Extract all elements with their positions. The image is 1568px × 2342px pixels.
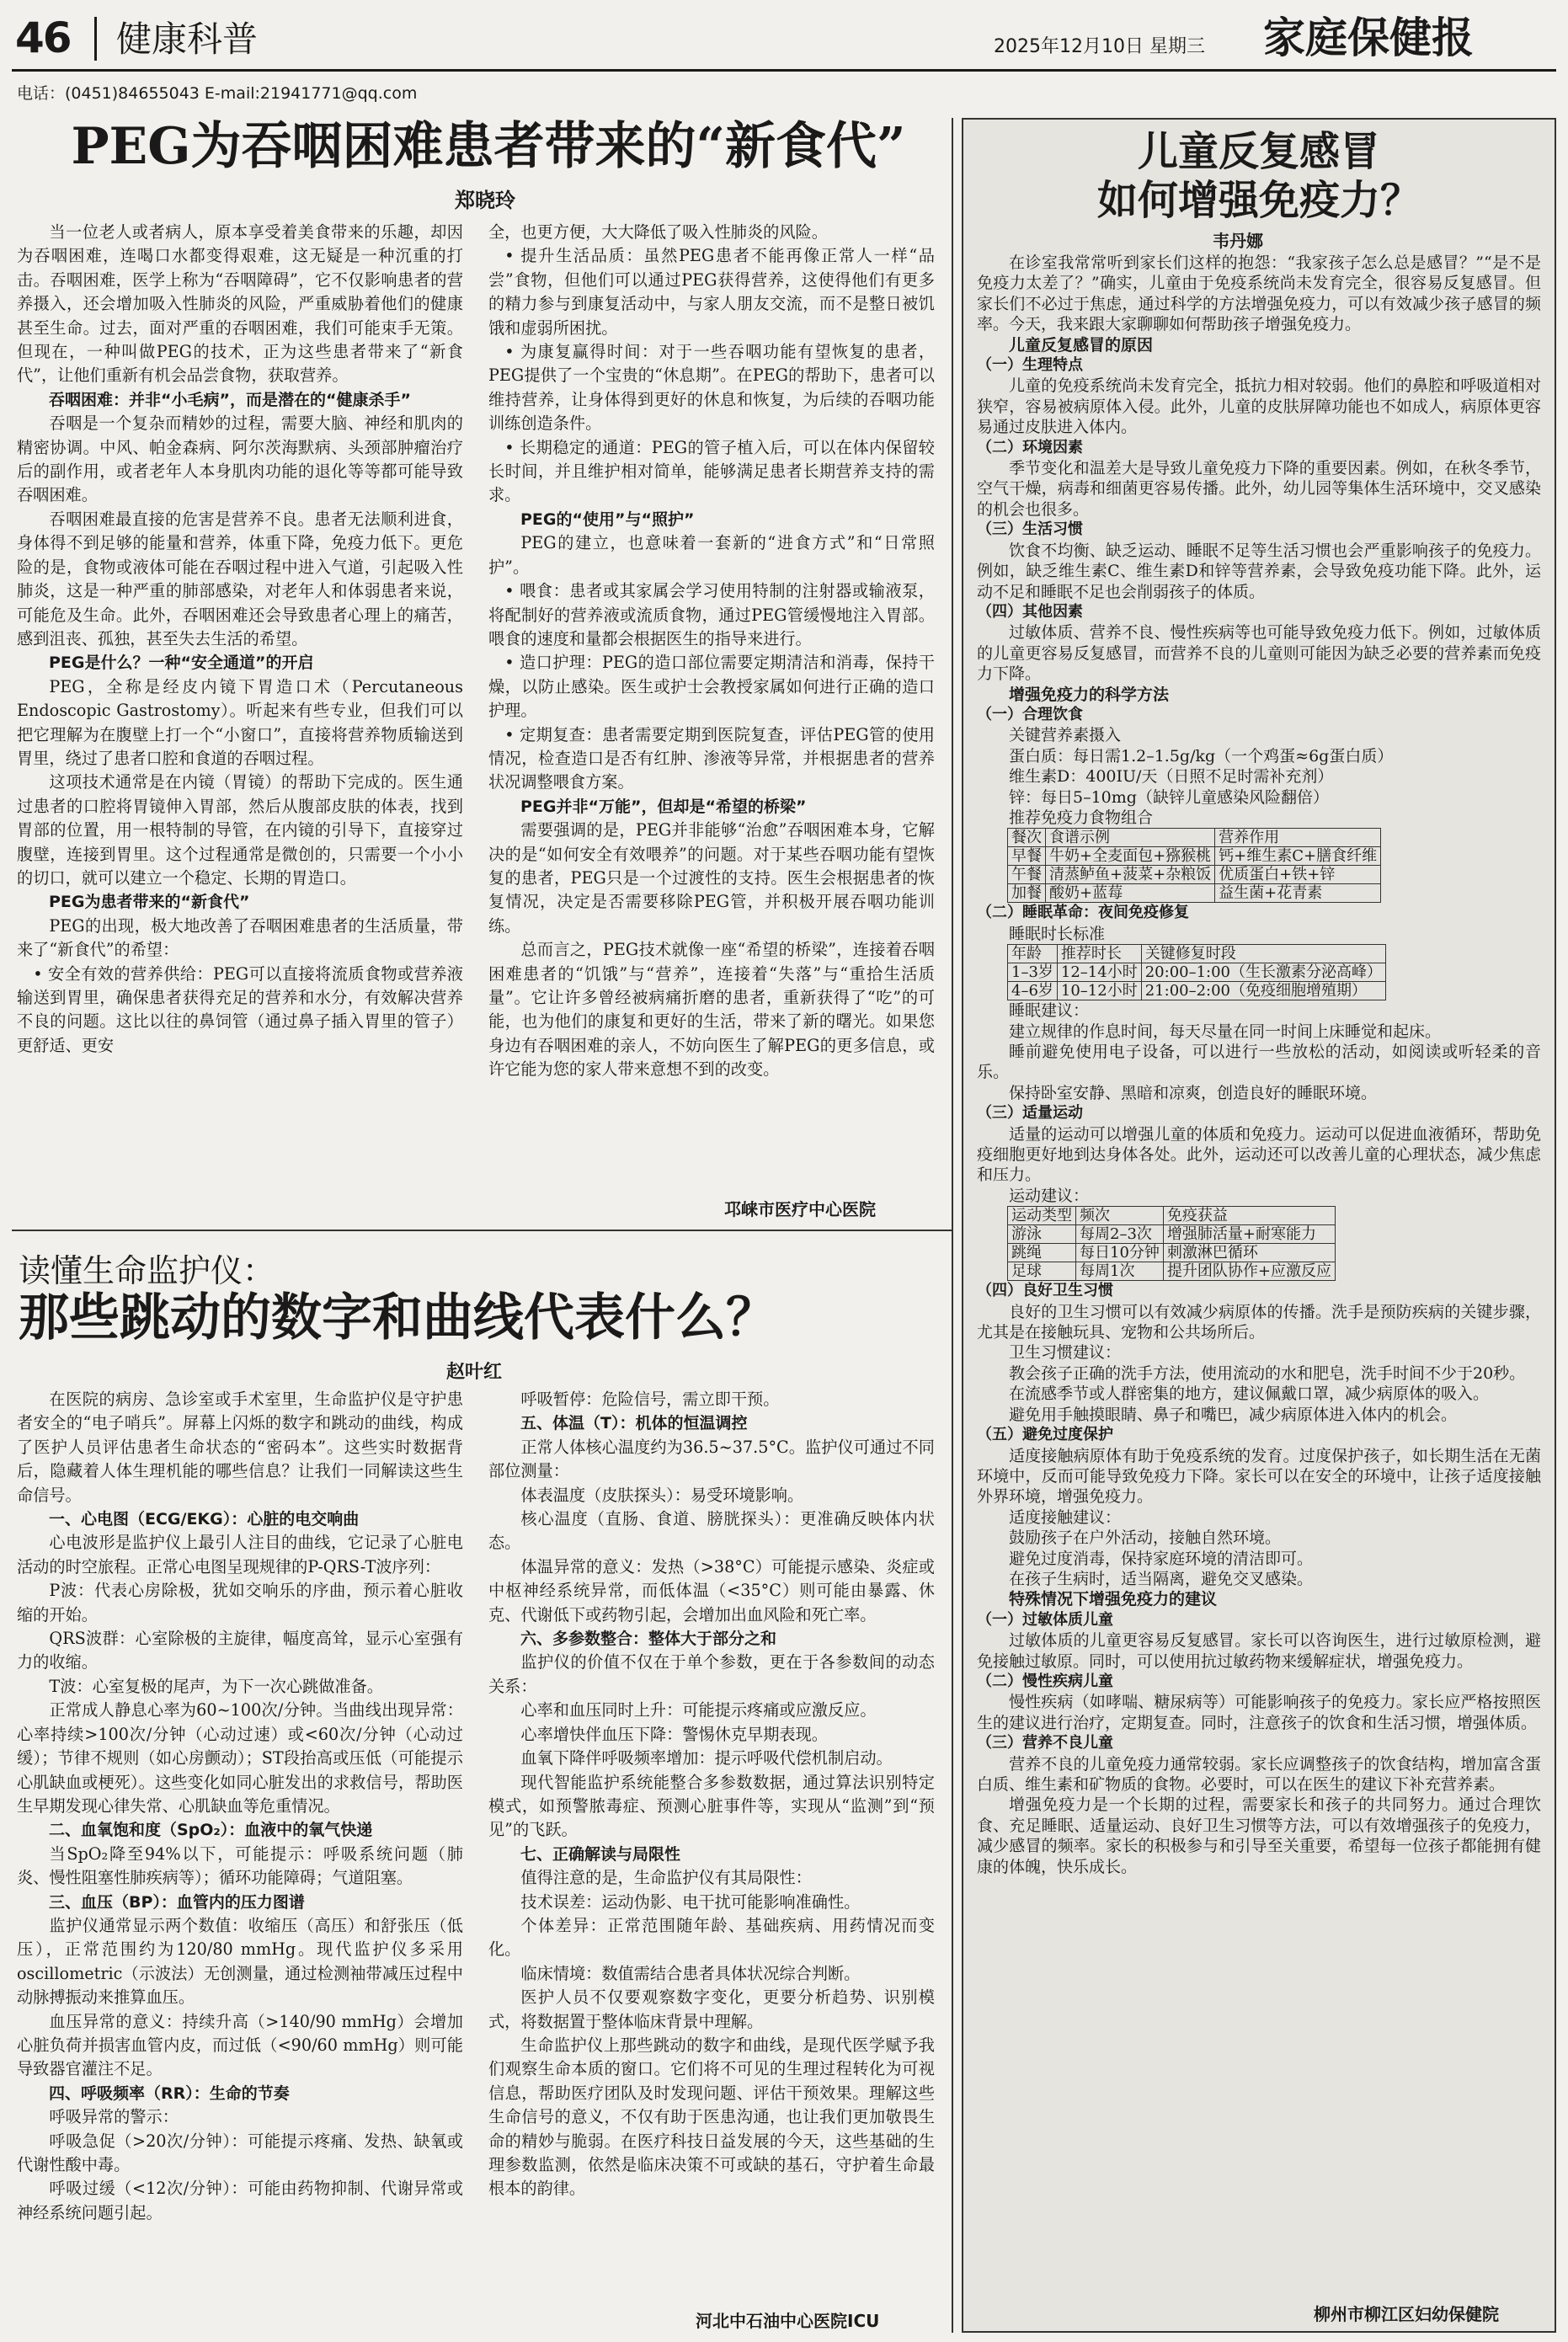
section-heading: 特殊情况下增强免疫力的建议 — [1009, 1590, 1218, 1609]
sidebar-author: 韦丹娜 — [1213, 231, 1263, 251]
bullet-list — [488, 244, 935, 507]
article2-author: 赵叶红 — [446, 1362, 503, 1383]
bullet-list — [488, 579, 935, 795]
table-cell: 增强肺活量+耐寒能力 — [1163, 1225, 1335, 1244]
subsection-heading: （四）良好卫生习惯 — [977, 1282, 1113, 1300]
paragraph: 医护人员不仅要观察数字变化，更要分析趋势、识别模式，将数据置于整体临床背景中理解。 — [488, 1987, 935, 2031]
paragraph: 在医院的病房、急诊室或手术室里，生命监护仪是守护患者安全的“电子哨兵”。屏幕上闪烁的数字和跳动的曲线，构成了医护人员评估患者生命状态的“密码本”。这些实时数据背后，隐藏着人体生理机能的哪些信息？让我们一同解读这些生命信号。 — [17, 1390, 463, 1505]
paragraph: 技术误差：运动伪影、电干扰可能影响准确性。 — [520, 1891, 861, 1912]
paragraph: P波：代表心房除极，犹如交响乐的序曲，预示着心脏收缩的开始。 — [17, 1581, 463, 1624]
paragraph: 总而言之，PEG技术就像一座“希望的桥梁”，连接着吞咽困难患者的“饥饿”与“营养”，连接着“失落”与“重拾生活质量”。它让许多曾经被病痛折磨的患者，重新获得了“吃”的可能，也为他们的康复和更好的生活，带来了新的曙光。如果您身边有吞咽困难的亲人，不妨向医生了解PEG的更多信息，或许它能为您的家人带来意想不到的改变。 — [488, 940, 935, 1080]
newspaper-name: 家庭保健报 — [1263, 13, 1474, 62]
table-cell: 每周2–3次 — [1076, 1225, 1164, 1244]
paragraph: 需要强调的是，PEG并非能够“治愈”吞咽困难本身，它解决的是“如何安全有效喂养”的问题。对于某些吞咽功能有望恢复的患者，PEG只是一个过渡性的支持。医生会根据患者的恢复情况，决定是否需要移除PEG管，并积极开展吞咽功能训练。 — [488, 820, 935, 936]
table-row — [1008, 847, 1381, 866]
subsection-heading: （三）生活习惯 — [977, 520, 1083, 539]
table-header-cell: 年龄 — [1008, 945, 1058, 963]
subheading: PEG是什么？一种“安全通道”的开启 — [49, 654, 314, 673]
article1-title: PEG为吞咽困难患者带来的“新食代” — [71, 117, 906, 176]
line: 适度接触建议： — [1009, 1507, 1122, 1527]
section-heading: 增强免疫力的科学方法 — [1009, 685, 1170, 704]
table-header-row — [1008, 1207, 1336, 1225]
paragraph: 这项技术通常是在内镜（胃镜）的帮助下完成的。医生通过患者的口腔将胃镜伸入胃部，然后从腹部皮肤的体表，找到胃部的位置，用一根特制的导管，在内镜的引导下，直接穿过腹壁，连接到胃里。这个过程通常是微创的，只需要一个小小的切口，就可以建立一个稳定、长期的胃造口。 — [17, 772, 463, 888]
line: 维生素D：400IU/天（日照不足时需补充剂） — [1009, 767, 1334, 787]
paragraph: T波：心室复极的尾声，为下一次心跳做准备。 — [49, 1676, 383, 1696]
bullet-item: • 安全有效的营养供给：PEG可以直接将流质食物或营养液输送到胃里，确保患者获得充足的营养和水分，有效解决营养不良的问题。这比以往的鼻饲管（通过鼻子插入胃里的管子）更舒适、更安 — [17, 963, 463, 1059]
paragraph: 个体差异：正常范围随年龄、基础疾病、用药情况而变化。 — [488, 1915, 935, 1960]
subsection-heading: （三）适量运动 — [977, 1104, 1083, 1123]
table-header-cell: 免疫获益 — [1163, 1207, 1335, 1225]
paragraph: 值得注意的是，生命监护仪有其局限性： — [520, 1868, 812, 1888]
section-heading: 儿童反复感冒的原因 — [1009, 335, 1154, 355]
table-cell: 每周1次 — [1076, 1262, 1164, 1281]
subheading: 六、多参数整合：整体大于部分之和 — [520, 1630, 777, 1649]
paragraph: 血压异常的意义：持续升高（>140/90 mmHg）会增加心脏负荷并损害血管内皮，而过低（<90/60 mmHg）则可能导致器官灌注不足。 — [17, 2011, 463, 2079]
line: 睡眠建议： — [1009, 1001, 1090, 1021]
table-cell: 益生菌+花青素 — [1215, 884, 1381, 903]
paragraph: 慢性疾病（如哮喘、糖尿病等）可能影响孩子的免疫力。家长应严格按照医生的建议进行治疗，定期复查。同时，注意孩子的饮食和生活习惯，增强体质。 — [977, 1693, 1541, 1732]
table-cell: 20:00–1:00（生长激素分泌高峰） — [1141, 963, 1385, 982]
article2-title: 那些跳动的数字和曲线代表什么？ — [19, 1288, 776, 1347]
paragraph: 全，也更方便，大大降低了吸入性肺炎的风险。 — [488, 222, 828, 242]
paragraph: 心率和血压同时上升：可能提示疼痛或应激反应。 — [520, 1700, 877, 1720]
paragraph: PEG的建立，也意味着一套新的“进食方式”和“日常照护”。 — [488, 533, 935, 577]
subheading: 一、心电图（ECG/EKG）：心脏的电交响曲 — [49, 1510, 360, 1529]
paragraph: 血氧下降伴呼吸频率增加：提示呼吸代偿机制启动。 — [520, 1748, 893, 1769]
subheading: 四、呼吸频率（RR）：生命的节奏 — [49, 2083, 290, 2103]
sleep-table — [1007, 944, 1386, 1000]
contact-info: 电话：(0451)84655043 E-mail:21941771@qq.com — [17, 84, 418, 103]
paragraph: 保持卧室安静、黑暗和凉爽，创造良好的睡眠环境。 — [1009, 1083, 1378, 1102]
paragraph: 呼吸过缓（<12次/分钟）：可能由药物抑制、代谢异常或神经系统问题引起。 — [17, 2179, 463, 2222]
sport-table — [1007, 1206, 1336, 1281]
subheading: 三、血压（BP）：血管内的压力图谱 — [49, 1892, 305, 1912]
table-cell: 12–14小时 — [1057, 963, 1141, 982]
article2-kicker: 读懂生命监护仪： — [19, 1252, 275, 1289]
page-number: 46 — [15, 13, 71, 62]
paragraph: 避免过度消毒，保持家庭环境的清洁即可。 — [1009, 1549, 1314, 1568]
table-cell: 酸奶+蓝莓 — [1046, 884, 1215, 903]
table-cell: 午餐 — [1008, 866, 1046, 884]
table-header-row — [1008, 829, 1381, 847]
paragraph: 呼吸暂停：危险信号，需立即干预。 — [520, 1390, 780, 1409]
paragraph: 在孩子生病时，适当隔离，避免交叉感染。 — [1009, 1569, 1314, 1588]
article1-column-1 — [17, 221, 463, 1198]
table-cell: 早餐 — [1008, 847, 1046, 866]
sidebar-title-line2: 如何增强免疫力？ — [1096, 176, 1421, 224]
sidebar-source: 柳州市柳江区妇幼保健院 — [1314, 2304, 1499, 2324]
line: 蛋白质：每日需1.2–1.5g/kg（一个鸡蛋≈6g蛋白质） — [1009, 746, 1394, 766]
table-title: 运动建议： — [1009, 1186, 1090, 1205]
table-cell: 游泳 — [1008, 1225, 1076, 1244]
table-header-cell: 营养作用 — [1215, 829, 1381, 847]
bullet-item: • 定期复查：患者需要定期到医院复查，评估PEG管的使用情况，检查造口是否有红肿、渗液等异常，并根据患者的营养状况调整喂食方案。 — [488, 723, 935, 795]
paragraph: 良好的卫生习惯可以有效减少病原体的传播。洗手是预防疾病的关键步骤，尤其是在接触玩具、宠物和公共场所后。 — [977, 1302, 1541, 1342]
paragraph: 吞咽困难最直接的危害是营养不良。患者无法顺利进食，身体得不到足够的能量和营养，体重下降，免疫力低下。更危险的是，食物或液体可能在吞咽过程中进入气道，引起吸入性肺炎，这是一种严重的肺部感染，对老年人和体弱患者来说，可能危及生命。此外，吞咽困难还会导致患者心理上的痛苦，感到沮丧、孤独，甚至失去生活的希望。 — [17, 509, 463, 648]
subheading: PEG的“使用”与“照护” — [520, 509, 695, 529]
paragraph: 季节变化和温差大是导致儿童免疫力下降的重要因素。例如，在秋冬季节，空气干燥，病毒和细菌更容易传播。此外，幼儿园等集体生活环境中，交叉感染的机会也很多。 — [977, 459, 1541, 519]
article1-author: 郑晓玲 — [455, 189, 515, 212]
line: 锌：每日5–10mg（缺锌儿童感染风险翻倍） — [1009, 787, 1329, 807]
paragraph: QRS波群：心室除极的主旋律，幅度高耸，显示心室强有力的收缩。 — [17, 1629, 463, 1672]
paragraph: 教会孩子正确的洗手方法，使用流动的水和肥皂，洗手时间不少于20秒。 — [1009, 1363, 1526, 1383]
paragraph: PEG，全称是经皮内镜下胃造口术（Percutaneous Endoscopic Gastrostomy）。听起来有些专业，但我们可以把它理解为在腹壁上打一个“小窗口”，直接将营养物质输送到胃里，绕过了患者口腔和食道的吞咽过程。 — [17, 676, 463, 768]
header-rule — [12, 69, 1556, 72]
paragraph: 心率增快伴血压下降：警惕休克早期表现。 — [520, 1724, 828, 1744]
paragraph: 睡前避免使用电子设备，可以进行一些放松的活动，如阅读或听轻柔的音乐。 — [977, 1043, 1541, 1082]
paragraph: 正常成人静息心率为60~100次/分钟。当曲线出现异常：心率持续>100次/分钟（心动过速）或<60次/分钟（心动过缓）；节律不规则（如心房颤动）；ST段抬高或压低（可能提示心肌缺血或梗死）。这些变化如同心脏发出的求救信号，帮助医生早期发现心律失常、心肌缺血等危重情况。 — [17, 1700, 463, 1816]
table-cell: 刺激淋巴循环 — [1163, 1244, 1335, 1262]
subheading: 二、血氧饱和度（SpO₂）：血液中的氧气快递 — [49, 1821, 373, 1840]
paragraph: 核心温度（直肠、食道、膀胱探头）：更准确反映体内状态。 — [488, 1509, 935, 1553]
table-header-cell: 频次 — [1076, 1207, 1164, 1225]
subsection-heading: （二）环境因素 — [977, 438, 1083, 456]
bullet-item: • 为康复赢得时间：对于一些吞咽功能有望恢复的患者，PEG提供了一个宝贵的“休息期”。在PEG的帮助下，患者可以维持营养，让身体得到更好的休息和恢复，为后续的吞咽功能训练创造条件。 — [488, 340, 935, 436]
paragraph: 避免用手触摸眼睛、鼻子和嘴巴，减少病原体进入体内的机会。 — [1009, 1405, 1458, 1424]
header-divider — [94, 17, 97, 61]
article1-column-2 — [488, 221, 935, 1189]
paragraph: 现代智能监护系统能整合多参数数据，通过算法识别特定模式，如预警脓毒症、预测心脏事件等，实现从“监测”到“预见”的飞跃。 — [488, 1772, 935, 1840]
table-cell: 4–6岁 — [1008, 982, 1058, 1000]
table-header-cell: 运动类型 — [1008, 1207, 1076, 1225]
table-header-row — [1008, 945, 1386, 963]
table-cell: 21:00–2:00（免疫细胞增殖期） — [1141, 982, 1385, 1000]
paragraph: 心电波形是监护仪上最引人注目的曲线，它记录了心脏电活动的时空旅程。正常心电图呈现规律的P-QRS-T波序列： — [17, 1533, 463, 1576]
paragraph: 当一位老人或者病人，原本享受着美食带来的乐趣，却因为吞咽困难，连喝口水都变得艰难，这无疑是一种沉重的打击。吞咽困难，医学上称为“吞咽障碍”，它不仅影响患者的营养摄入，还会增加吸入性肺炎的风险，严重威胁着他们的健康甚至生命。过去，面对严重的吞咽困难，我们可能束手无策。但现在，一种叫做PEG的技术，正为这些患者带来了“新食代”，让他们重新有机会品尝食物，获取营养。 — [17, 222, 463, 386]
sidebar-title-line1: 儿童反复感冒 — [1137, 128, 1380, 175]
paragraph: 监护仪通常显示两个数值：收缩压（高压）和舒张压（低压），正常范围约为120/80 mmHg。现代监护仪多采用oscillometric（示波法）无创测量，通过检测袖带减压过程中动脉搏振动来推算血压。 — [17, 1915, 463, 2008]
subheading: 五、体温（T）：机体的恒温调控 — [520, 1414, 748, 1433]
paragraph: 吞咽是一个复杂而精妙的过程，需要大脑、神经和肌肉的精密协调。中风、帕金森病、阿尔茨海默病、头颈部肿瘤治疗后的副作用，或者老年人本身肌肉功能的退化等等都可能导致吞咽困难。 — [17, 413, 463, 505]
line: 卫生习惯建议： — [1009, 1343, 1122, 1363]
article2-source: 河北中石油中心医院ICU — [696, 2311, 880, 2331]
table-cell: 10–12小时 — [1057, 982, 1141, 1000]
sidebar-body — [977, 253, 1541, 2299]
paragraph: 生命监护仪上那些跳动的数字和曲线，是现代医学赋予我们观察生命本质的窗口。它们将不可见的生理过程转化为可视信息，帮助医疗团队及时发现问题、评估干预效果。理解这些生命信号的意义，不仅有助于医患沟通，也让我们更加敬畏生命的精妙与脆弱。在医疗科技日益发展的今天，这些基础的生理参数监测，依然是临床决策不可或缺的基石，守护着生命最根本的韵律。 — [488, 2035, 935, 2199]
paragraph: PEG的出现，极大地改善了吞咽困难患者的生活质量，带来了“新食代”的希望： — [17, 915, 463, 960]
article2-column-2 — [488, 1388, 935, 2306]
subheading: PEG为患者带来的“新食代” — [49, 893, 250, 912]
subsection-heading: （四）其他因素 — [977, 602, 1083, 621]
subsection-heading: （一）过敏体质儿童 — [977, 1610, 1113, 1629]
table-title: 睡眠时长标准 — [1009, 924, 1106, 943]
bullet-item: • 造口护理：PEG的造口部位需要定期清洁和消毒，保持干燥，以防止感染。医生或护士会教授家属如何进行正确的造口护理。 — [488, 651, 935, 723]
table-header-cell: 关键修复时段 — [1141, 945, 1385, 963]
paragraph: 过敏体质、营养不良、慢性疾病等也可能导致免疫力低下。例如，过敏体质的儿童更容易反复感冒，而营养不良的儿童则可能因为缺乏必要的营养素而免疫力下降。 — [977, 623, 1541, 684]
table-row — [1008, 1262, 1336, 1281]
bullet-item: • 喂食：患者或其家属会学习使用特制的注射器或输液泵，将配制好的营养液或流质食物，通过PEG管缓慢地注入胃部。喂食的速度和量都会根据医生的指导来进行。 — [488, 579, 935, 651]
section-title: 健康科普 — [116, 19, 259, 60]
paragraph: 增强免疫力是一个长期的过程，需要家长和孩子的共同努力。通过合理饮食、充足睡眠、适量运动、良好卫生习惯等方法，可以有效增强孩子的免疫力，减少感冒的频率。家长的积极参与和引导至关重要，希望每一位孩子都能拥有健康的体魄，快乐成长。 — [977, 1795, 1541, 1876]
sidebar-title — [977, 128, 1541, 225]
food-table — [1007, 828, 1381, 903]
paragraph: 当SpO₂降至94%以下，可能提示：呼吸系统问题（肺炎、慢性阻塞性肺疾病等）；循环功能障碍；气道阻塞。 — [17, 1843, 463, 1888]
paragraph: 体表温度（皮肤探头）：易受环境影响。 — [520, 1485, 804, 1505]
paragraph: 监护仪的价值不仅在于单个参数，更在于各参数间的动态关系： — [488, 1652, 935, 1696]
table-cell: 1–3岁 — [1008, 963, 1058, 982]
table-cell: 加餐 — [1008, 884, 1046, 903]
table-cell: 提升团队协作+应激反应 — [1163, 1262, 1335, 1281]
table-row — [1008, 982, 1386, 1000]
paragraph: 在流感季节或人群密集的地方，建议佩戴口罩，减少病原体的吸入。 — [1009, 1384, 1490, 1404]
subsection-heading: （五）避免过度保护 — [977, 1426, 1113, 1444]
paragraph: 适度接触病原体有助于免疫系统的发育。过度保护孩子，如长期生活在无菌环境中，反而可能导致免疫力下降。家长可以在安全的环境中，让孩子适度接触外界环境，增强免疫力。 — [977, 1446, 1541, 1507]
subsection-heading: （一）合理饮食 — [977, 705, 1083, 723]
column-separator — [952, 118, 953, 2333]
paragraph: 体温异常的意义：发热（>38°C）可能提示感染、炎症或中枢神经系统异常，而低体温（<35°C）则可能由暴露、休克、代谢低下或药物引起，会增加出血风险和死亡率。 — [488, 1556, 935, 1624]
table-row — [1008, 884, 1381, 903]
paragraph: 鼓励孩子在户外活动，接触自然环境。 — [1009, 1528, 1282, 1548]
table-title: 推荐免疫力食物组合 — [1009, 808, 1154, 827]
sidebar-intro: 在诊室我常常听到家长们这样的抱怨：“我家孩子怎么总是感冒？”“是不是免疫力太差了？”确实，儿童由于免疫系统尚未发育完全，很容易反复感冒。但家长们不必过于焦虑，通过科学的方法增强免疫力，可以有效减少孩子感冒的频率。今天，我来跟大家聊聊如何帮助孩子增强免疫力。 — [977, 253, 1541, 334]
bullet-item: • 提升生活品质：虽然PEG患者不能再像正常人一样“品尝”食物，但他们可以通过PEG获得营养，这使得他们有更多的精力参与到康复活动中，与家人朋友交流，而不是整日被饥饿和虚弱所困扰。 — [488, 244, 935, 340]
article2-column-1 — [17, 1388, 463, 2323]
paragraph: 正常人体核心温度约为36.5~37.5°C。监护仪可通过不同部位测量： — [488, 1437, 935, 1481]
subsection-heading: （二）慢性疾病儿童 — [977, 1672, 1113, 1690]
table-row — [1008, 1225, 1336, 1244]
paragraph: 饮食不均衡、缺乏运动、睡眠不足等生活习惯也会严重影响孩子的免疫力。例如，缺乏维生素C、维生素D和锌等营养素，会导致免疫功能下降。此外，运动不足和睡眠不足也会削弱孩子的体质。 — [977, 541, 1541, 601]
table-cell: 跳绳 — [1008, 1244, 1076, 1262]
bullet-list — [17, 963, 463, 1059]
table-row — [1008, 963, 1386, 982]
table-cell: 牛奶+全麦面包+猕猴桃 — [1046, 847, 1215, 866]
table-header-cell: 推荐时长 — [1057, 945, 1141, 963]
subheading: PEG并非“万能”，但却是“希望的桥梁” — [520, 797, 807, 816]
table-cell: 足球 — [1008, 1262, 1076, 1281]
table-cell: 每日10分钟 — [1076, 1244, 1164, 1262]
table-header-cell: 餐次 — [1008, 829, 1046, 847]
issue-date: 2025年12月10日 星期三 — [994, 36, 1205, 57]
article1-source: 邛崃市医疗中心医院 — [724, 1199, 876, 1219]
paragraph: 呼吸急促（>20次/分钟）：可能提示疼痛、发热、缺氧或代谢性酸中毒。 — [17, 2131, 463, 2174]
table-row — [1008, 866, 1381, 884]
paragraph: 过敏体质的儿童更容易反复感冒。家长可以咨询医生，进行过敏原检测，避免接触过敏原。同时，可以使用抗过敏药物来缓解症状，增强免疫力。 — [977, 1631, 1541, 1671]
bullet-item: • 长期稳定的通道：PEG的管子植入后，可以在体内保留较长时间，并且维护相对简单，能够满足患者长期营养支持的需求。 — [488, 436, 935, 508]
article-separator — [12, 1230, 952, 1231]
subsection-heading: （一）生理特点 — [977, 356, 1083, 375]
table-cell: 钙+维生素C+膳食纤维 — [1215, 847, 1381, 866]
table-row — [1008, 1244, 1336, 1262]
subheading: 吞咽困难：并非“小毛病”，而是潜在的“健康杀手” — [49, 390, 411, 409]
subheading: 七、正确解读与局限性 — [520, 1844, 681, 1864]
line: 关键营养素摄入 — [1009, 726, 1122, 745]
paragraph: 临床情境：数值需结合患者具体状况综合判断。 — [520, 1963, 861, 1983]
paragraph: 营养不良的儿童免疫力通常较弱。家长应调整孩子的饮食结构，增加富含蛋白质、维生素和矿物质的食物。必要时，可以在医生的建议下补充营养素。 — [977, 1754, 1541, 1794]
paragraph: 呼吸异常的警示： — [49, 2107, 179, 2127]
paragraph: 建立规律的作息时间，每天尽量在同一时间上床睡觉和起床。 — [1009, 1022, 1442, 1041]
table-header-cell: 食谱示例 — [1046, 829, 1215, 847]
table-cell: 优质蛋白+铁+锌 — [1215, 866, 1381, 884]
subsection-heading: （三）营养不良儿童 — [977, 1734, 1113, 1752]
paragraph: 适量的运动可以增强儿童的体质和免疫力。运动可以促进血液循环，帮助免疫细胞更好地到达身体各处。此外，运动还可以改善儿童的心理状态，减少焦虑和压力。 — [977, 1124, 1541, 1185]
paragraph: 儿童的免疫系统尚未发育完全，抵抗力相对较弱。他们的鼻腔和呼吸道相对狭窄，容易被病原体入侵。此外，儿童的皮肤屏障功能也不如成人，病原体更容易通过皮肤进入体内。 — [977, 376, 1541, 437]
table-cell: 清蒸鲈鱼+菠菜+杂粮饭 — [1046, 866, 1215, 884]
subsection-heading: （二）睡眠革命：夜间免疫修复 — [977, 904, 1189, 922]
